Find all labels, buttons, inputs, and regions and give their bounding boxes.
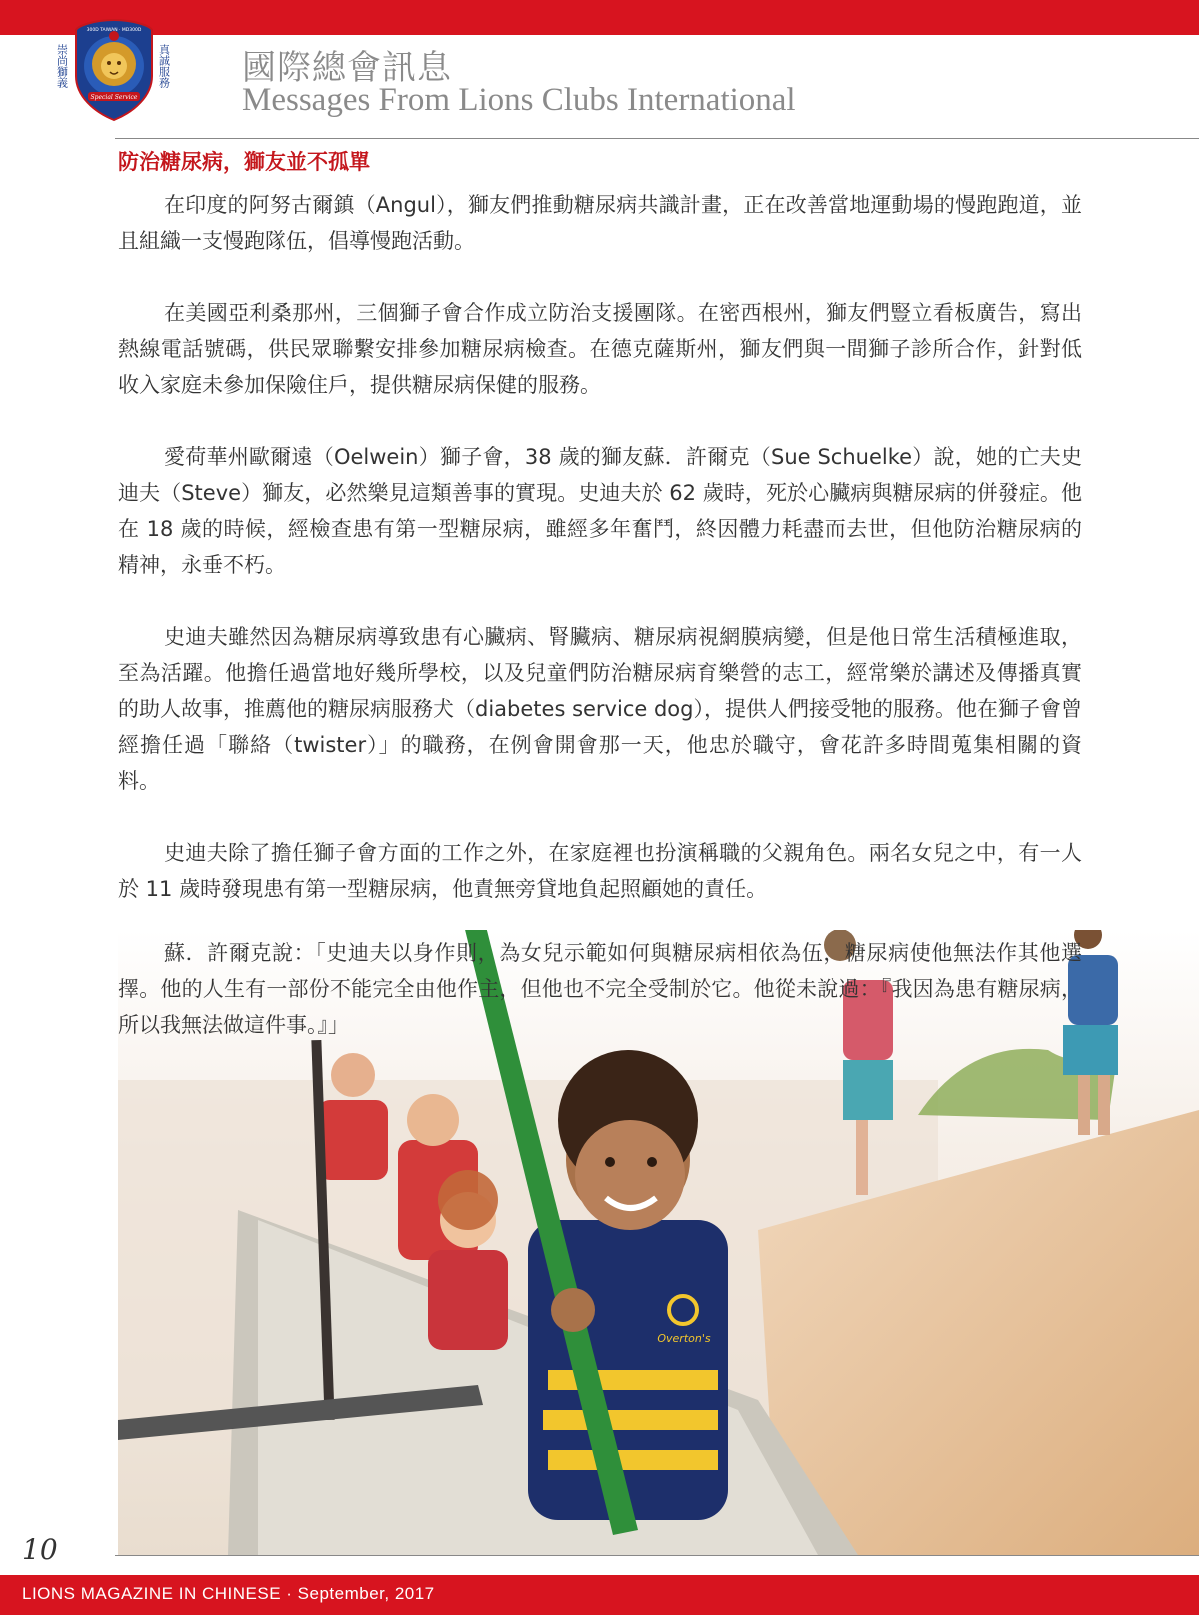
footer-magazine-issue: LIONS MAGAZINE IN CHINESE · September, 2017: [22, 1584, 435, 1603]
lifejacket-brand-text: Overton's: [657, 1332, 711, 1345]
top-red-bar: [0, 0, 1199, 35]
logo-right-motto: 真誠服務: [157, 44, 171, 88]
paragraph-2: 在美國亞利桑那州，三個獅子會合作成立防治支援團隊。在密西根州，獅友們豎立看板廣告，寫出熱線電話號碼，供民眾聯繫安排參加糖尿病檢查。在德克薩斯州，獅友們與一間獅子診所合作，針對低收入家庭未參加保險住戶，提供糖尿病保健的服務。: [118, 301, 1082, 397]
logo-banner-text: Special Service: [90, 94, 138, 101]
lions-emblem-logo: [52, 16, 176, 124]
section-header-chinese: 國際總會訊息: [242, 48, 452, 88]
paragraph-6: 蘇．許爾克說：「史迪夫以身作則，為女兒示範如何與糖尿病相依為伍，糖尿病使他無法作其他選擇。他的人生有一部份不能完全由他作主，但他也不完全受制於它。他從未說過：『我因為患有糖尿病，所以我無法做這件事。』」: [118, 941, 1082, 1037]
logo-top-text: 300D TAIWAN · MD300D: [86, 28, 142, 33]
section-header-english: Messages From Lions Clubs International: [242, 82, 796, 118]
article-body: [118, 187, 1082, 1079]
paragraph-3: 愛荷華州歐爾遠（Oelwein）獅子會，38 歲的獅友蘇．許爾克（Sue Schuelke）說，她的亡夫史迪夫（Steve）獅友，必然樂見這類善事的實現。史迪夫於 62 歲時，死於心臟病與糖尿病的併發症。他在 18 歲的時候，經檢查患有第一型糖尿病，雖經多年奮鬥，終因體力耗盡而去世，但他防治糖尿病的精神，永垂不朽。: [118, 445, 1082, 577]
paragraph-4: 史迪夫雖然因為糖尿病導致患有心臟病、腎臟病、糖尿病視網膜病變，但是他日常生活積極進取，至為活躍。他擔任過當地好幾所學校，以及兒童們防治糖尿病育樂營的志工，經常樂於講述及傳播真實的助人故事，推薦他的糖尿病服務犬（diabetes service dog），提供人們接受牠的服務。他在獅子會曾經擔任過「聯絡（twister）」的職務，在例會開會那一天，他忠於職守，會花許多時間蒐集相關的資料。: [118, 625, 1082, 793]
logo-left-motto: 崇尚獅義: [55, 44, 69, 88]
footer-divider: [115, 1555, 1199, 1556]
article-title: 防治糖尿病，獅友並不孤單: [118, 149, 370, 174]
page-number: 10: [22, 1533, 58, 1566]
header-divider: [115, 138, 1199, 139]
paragraph-5: 史迪夫除了擔任獅子會方面的工作之外，在家庭裡也扮演稱職的父親角色。兩名女兒之中，有一人於 11 歲時發現患有第一型糖尿病，他責無旁貸地負起照顧她的責任。: [118, 841, 1082, 901]
paragraph-1: 在印度的阿努古爾鎮（Angul），獅友們推動糖尿病共識計畫，正在改善當地運動場的慢跑跑道，並且組織一支慢跑隊伍，倡導慢跑活動。: [118, 193, 1082, 253]
